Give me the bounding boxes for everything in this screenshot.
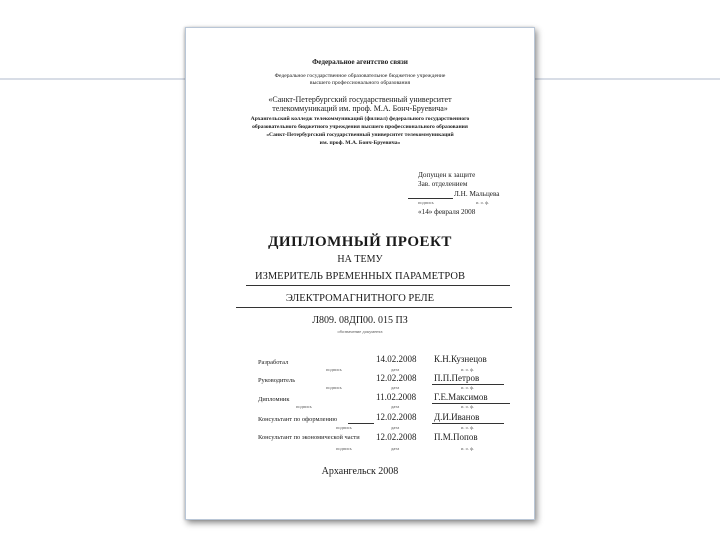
document-page [185, 27, 535, 520]
signature-date: 11.02.2008 [376, 392, 417, 402]
college-line-4: им. проф. М.А. Бонч-Бруевича» [319, 140, 401, 146]
topic-line-2: ЭЛЕКТРОМАГНИТНОГО РЕЛЕ [285, 293, 435, 304]
agency-name: Федеральное агентство связи [312, 58, 408, 66]
approval-line-1: Допущен к защите [418, 171, 476, 179]
approval-name-caption: и. о. ф. [476, 200, 490, 205]
document-subtitle: НА ТЕМУ [337, 254, 383, 265]
decorative-line-left [0, 78, 185, 80]
name-caption: и. о. ф. [461, 404, 475, 409]
name-caption: и. о. ф. [461, 367, 475, 372]
document-code: Л809. 08ДП00. 015 ПЗ [312, 315, 408, 326]
date-caption: дата [391, 446, 400, 451]
date-caption: дата [391, 367, 400, 372]
signature-date: 12.02.2008 [376, 373, 417, 383]
name-caption: и. о. ф. [461, 425, 475, 430]
signature-role: Руководитель [258, 377, 296, 384]
signature-name: Д.И.Иванов [434, 412, 480, 422]
approval-signature-caption: подпись [418, 200, 434, 205]
signature-caption: подпись [336, 446, 352, 451]
topic-line-1: ИЗМЕРИТЕЛЬ ВРЕМЕННЫХ ПАРАМЕТРОВ [255, 271, 465, 282]
signature-role: Дипломник [258, 396, 290, 403]
signature-caption: подпись [326, 367, 342, 372]
university-line-2: телекоммуникаций им. проф. М.А. Бонч-Бруевича» [272, 104, 448, 113]
signature-caption: подпись [336, 425, 352, 430]
college-line-2: образовательного бюджетного учреждения высшего профессионального образования [252, 124, 468, 130]
signature-role: Консультант по экономической части [258, 434, 360, 441]
edu-institution-line-2: высшего профессионального образования [309, 80, 411, 86]
signature-caption: подпись [296, 404, 312, 409]
document-footer-city-year: Архангельск 2008 [321, 466, 399, 477]
edu-institution-line-1: Федеральное государственное образовательное бюджетное учреждение [274, 73, 446, 79]
name-caption: и. о. ф. [461, 446, 475, 451]
name-caption: и. о. ф. [461, 385, 475, 390]
document-title: ДИПЛОМНЫЙ ПРОЕКТ [268, 234, 452, 250]
signature-name: П.М.Попов [434, 432, 478, 442]
topic-underline-2 [236, 307, 512, 308]
signature-role: Консультант по оформлению [258, 416, 338, 423]
approval-signature-line [408, 198, 453, 199]
signature-name: Г.Е.Максимов [434, 392, 488, 402]
date-caption: дата [391, 425, 400, 430]
signature-date: 12.02.2008 [376, 412, 417, 422]
date-caption: дата [391, 404, 400, 409]
date-caption: дата [391, 385, 400, 390]
decorative-line-right [535, 78, 720, 80]
signature-date: 14.02.2008 [376, 354, 417, 364]
college-line-1: Архангельский колледж телекоммуникаций (филиал) федерального государственного [250, 116, 470, 122]
university-line-1: «Санкт-Петербургский государственный университет [268, 95, 452, 104]
signature-underline [432, 423, 504, 424]
approval-date: «14» февраля 2008 [418, 208, 476, 216]
signature-line [348, 423, 374, 424]
approval-line-2: Зав. отделением [418, 180, 468, 188]
signature-name: П.П.Петров [434, 373, 480, 383]
signature-role: Разработал [258, 359, 289, 366]
topic-underline-1 [246, 285, 510, 286]
document-code-caption: обозначение документа [337, 329, 383, 334]
signature-caption: подпись [326, 385, 342, 390]
signature-date: 12.02.2008 [376, 432, 417, 442]
signature-name: К.Н.Кузнецов [434, 354, 487, 364]
approval-signer: Л.Н. Мальцева [454, 190, 500, 198]
college-line-3: «Санкт-Петербургский государственный университет телекоммуникаций [266, 132, 454, 138]
